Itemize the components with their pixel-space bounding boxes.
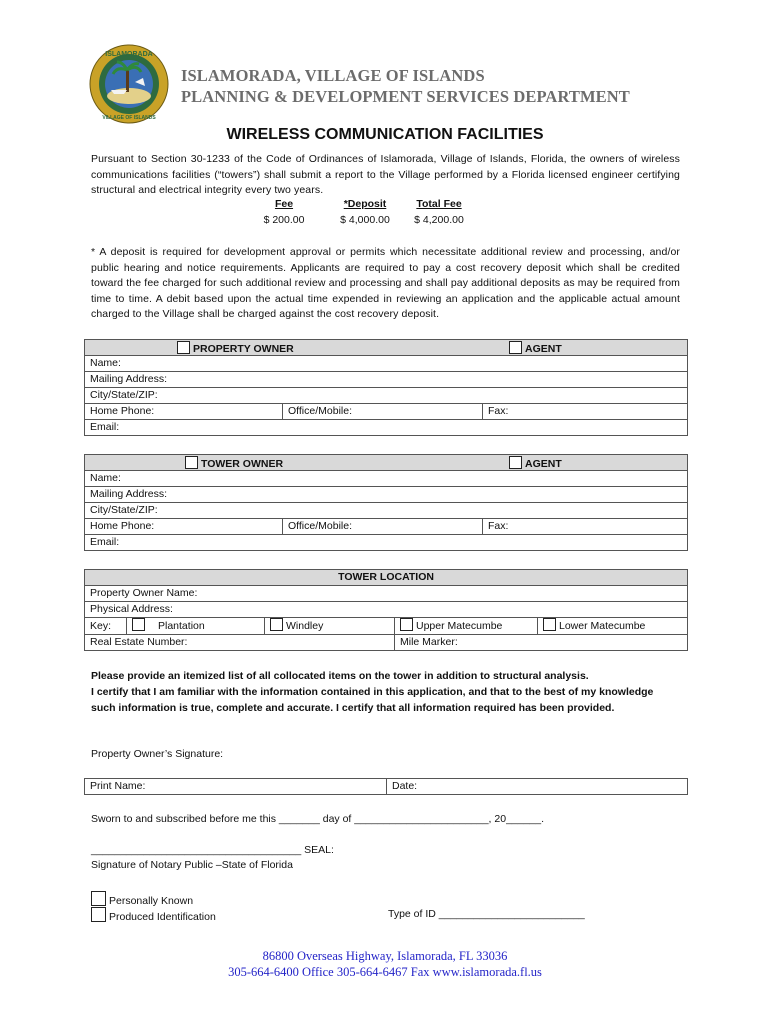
footer-contact: 305-664-6400 Office 305-664-6467 Fax www.islamorada.fl.us — [228, 965, 542, 979]
date-field[interactable]: Date: — [387, 779, 688, 795]
total-fee-value: $ 4,200.00 — [414, 214, 464, 226]
tower-owner-table — [84, 454, 688, 551]
property-fax-field[interactable]: Fax: — [483, 404, 688, 420]
tower-owner-option[interactable] — [185, 456, 283, 471]
tower-location-table — [84, 569, 688, 651]
tower-city-field[interactable]: City/State/ZIP: — [85, 503, 688, 519]
windley-checkbox[interactable] — [270, 618, 283, 631]
property-owner-header — [85, 340, 688, 356]
key-option-plantation[interactable] — [127, 618, 265, 635]
sworn-statement: Sworn to and subscribed before me this _______ day of _______________________, 20______. — [91, 813, 545, 825]
tower-office-field[interactable]: Office/Mobile: — [283, 519, 483, 535]
property-owner-checkbox[interactable] — [177, 341, 190, 354]
department-header-line1: ISLAMORADA, VILLAGE OF ISLANDS — [181, 66, 485, 85]
certification-text — [91, 668, 671, 716]
plantation-label: Plantation — [158, 620, 205, 632]
property-owner-option[interactable] — [177, 341, 294, 356]
location-owner-name-field[interactable]: Property Owner Name: — [85, 586, 688, 602]
deposit-value: $ 4,000.00 — [340, 214, 390, 226]
property-email-field[interactable]: Email: — [85, 420, 688, 436]
plantation-checkbox[interactable] — [132, 618, 145, 631]
intro-paragraph: Pursuant to Section 30-1233 of the Code of Ordinances of Islamorada, Village of Islands, Florida, the owners of wireless communications facilities (“towers”) shall submit a report to the Village performed by a Florida licensed engineer certifying structural and electrical integrity every two years. — [91, 153, 680, 196]
collocated-items-instruction: Please provide an itemized list of all collocated items on the tower in addition to structural analysis. — [91, 670, 589, 682]
print-name-field[interactable]: Print Name: — [85, 779, 387, 795]
property-agent-checkbox[interactable] — [509, 341, 522, 354]
notary-signature-label: Signature of Notary Public –State of Florida — [91, 859, 293, 871]
key-option-upper-matecumbe[interactable] — [395, 618, 538, 635]
deposit-note: * A deposit is required for development approval or permits which necessitate additional review and processing, and/or public hearing and notice requirements. Applicants are required to pay a cost recovery deposit which shall be credited toward the fee charged for such additional review and processing and shall pay additional deposits as may be required from time to time. A debit based upon the actual time expended in reviewing an application and the applicable actual amount charged to the Village shall be charged against the cost recovery deposit. — [91, 246, 680, 320]
property-home-phone-field[interactable]: Home Phone: — [85, 404, 283, 420]
tower-email-field[interactable]: Email: — [85, 535, 688, 551]
certification-statement: I certify that I am familiar with the information contained in this application, and that to the best of my knowledge such information is true, complete and accurate. I certify that all information required has been provided. — [91, 686, 654, 714]
tower-owner-checkbox[interactable] — [185, 456, 198, 469]
tower-name-field[interactable]: Name: — [85, 471, 688, 487]
personally-known-label: Personally Known — [109, 895, 194, 907]
property-city-field[interactable]: City/State/ZIP: — [85, 388, 688, 404]
tower-location-header: TOWER LOCATION — [85, 570, 688, 586]
property-office-field[interactable]: Office/Mobile: — [283, 404, 483, 420]
svg-text:ISLAMORADA: ISLAMORADA — [105, 51, 153, 58]
upper-matecumbe-label: Upper Matecumbe — [416, 620, 503, 632]
deposit-label: *Deposit — [343, 198, 387, 210]
fee-value: $ 200.00 — [263, 214, 305, 226]
form-title: WIRELESS COMMUNICATION FACILITIES — [226, 126, 544, 143]
svg-text:VILLAGE OF ISLANDS: VILLAGE OF ISLANDS — [102, 115, 156, 121]
lower-matecumbe-checkbox[interactable] — [543, 618, 556, 631]
key-label: Key: — [85, 618, 127, 635]
mile-marker-field[interactable]: Mile Marker: — [395, 635, 688, 651]
property-owner-label: PROPERTY OWNER — [193, 343, 294, 355]
property-agent-label: AGENT — [525, 343, 562, 355]
tower-owner-header — [85, 455, 688, 471]
property-agent-option[interactable] — [509, 341, 562, 356]
produced-id-option[interactable] — [91, 907, 216, 923]
tower-mailing-field[interactable]: Mailing Address: — [85, 487, 688, 503]
tower-home-phone-field[interactable]: Home Phone: — [85, 519, 283, 535]
owner-signature-label: Property Owner’s Signature: — [91, 748, 224, 760]
department-header-line2: PLANNING & DEVELOPMENT SERVICES DEPARTMENT — [181, 87, 630, 106]
notary-signature-line: ____________________________________ SEAL: — [91, 844, 334, 856]
property-owner-table — [84, 339, 688, 436]
property-name-field[interactable]: Name: — [85, 356, 688, 372]
property-mailing-field[interactable]: Mailing Address: — [85, 372, 688, 388]
type-of-id-field[interactable]: Type of ID _________________________ — [388, 908, 585, 920]
windley-label: Windley — [286, 620, 324, 632]
total-fee-label: Total Fee — [416, 198, 462, 210]
footer-address: 86800 Overseas Highway, Islamorada, FL 33036 — [262, 949, 508, 963]
lower-matecumbe-label: Lower Matecumbe — [559, 620, 646, 632]
tower-agent-option[interactable] — [509, 456, 562, 471]
produced-id-checkbox[interactable] — [91, 907, 106, 922]
fee-label: Fee — [274, 198, 294, 210]
tower-agent-checkbox[interactable] — [509, 456, 522, 469]
upper-matecumbe-checkbox[interactable] — [400, 618, 413, 631]
tower-owner-label: TOWER OWNER — [201, 458, 284, 470]
personally-known-option[interactable] — [91, 891, 193, 907]
tower-fax-field[interactable]: Fax: — [483, 519, 688, 535]
personally-known-checkbox[interactable] — [91, 891, 106, 906]
village-seal-logo — [89, 44, 169, 124]
key-option-windley[interactable] — [265, 618, 395, 635]
print-name-table — [84, 778, 688, 795]
tower-agent-label: AGENT — [525, 458, 562, 470]
location-physical-address-field[interactable]: Physical Address: — [85, 602, 688, 618]
real-estate-number-field[interactable]: Real Estate Number: — [85, 635, 395, 651]
key-option-lower-matecumbe[interactable] — [538, 618, 688, 635]
produced-id-label: Produced Identification — [109, 911, 216, 923]
